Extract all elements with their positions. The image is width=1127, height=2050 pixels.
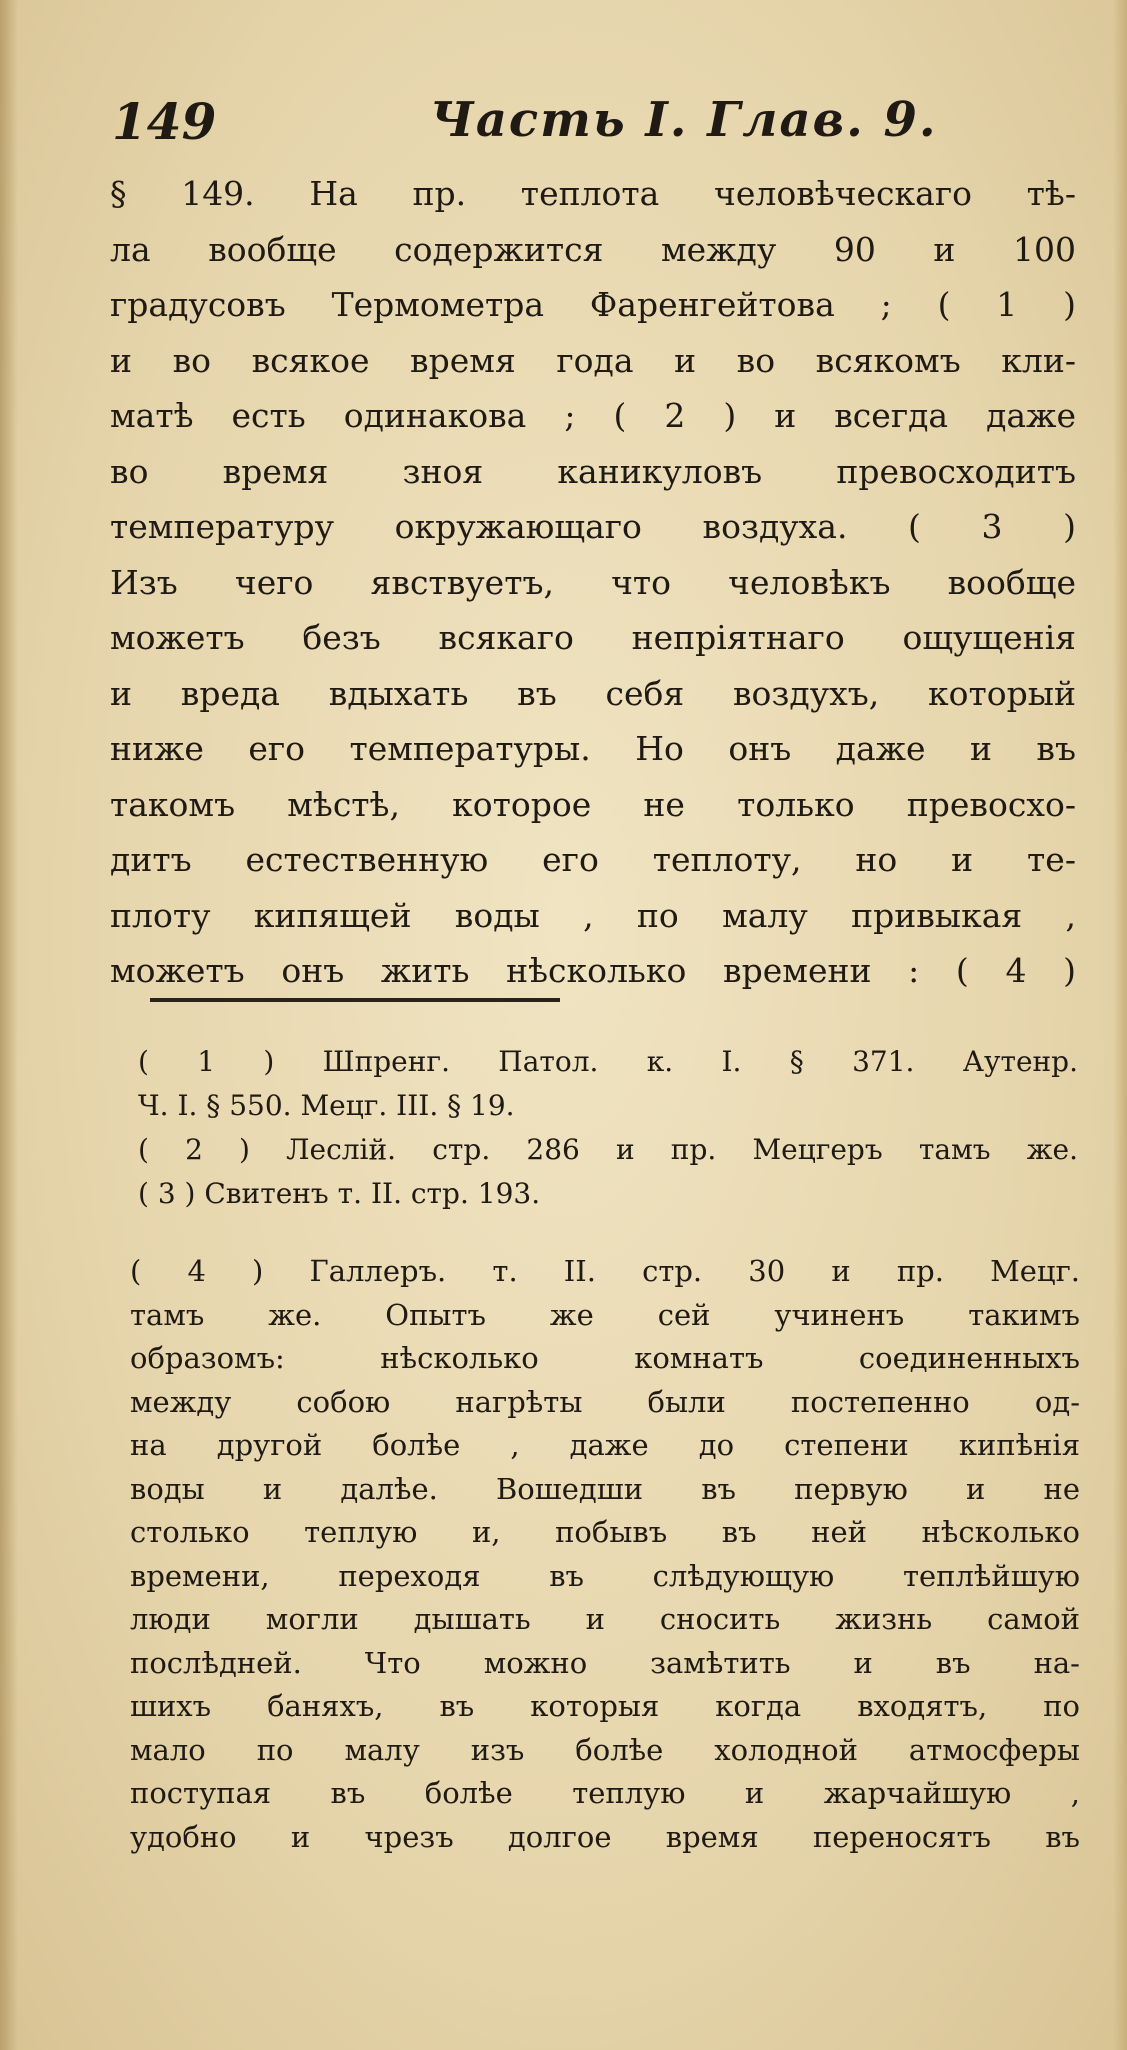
text-line: матѣ есть одинакова ; ( 2 ) и всегда даже — [110, 396, 1076, 435]
running-head: Часть I. Глав. 9. — [430, 92, 938, 148]
footnote-4 — [130, 1250, 1080, 1859]
page-edge-shadow-right — [1113, 0, 1127, 2050]
footnote-4-line: люди могли дышать и сносить жизнь самой — [130, 1602, 1080, 1636]
page-edge-shadow-left — [0, 0, 18, 2050]
footnote-4-line: времени, переходя въ слѣдующую теплѣйшую — [130, 1558, 1080, 1593]
text-line: можетъ безъ всякаго непріятнаго ощущенія — [110, 618, 1076, 657]
text-line: и во всякое время года и во всякомъ кли- — [110, 340, 1076, 380]
footnote-4-line: столько теплую и, побывъ въ ней нѣсколько — [130, 1515, 1080, 1549]
footnote-4-line: удобно и чрезъ долгое время переносятъ въ — [130, 1819, 1080, 1854]
footnotes-block — [138, 1040, 1078, 1216]
page-number: 149 — [112, 92, 217, 151]
footnote-4-line: поступая въ болѣе теплую и жарчайшую , — [130, 1776, 1080, 1810]
main-paragraph — [110, 166, 1076, 999]
text-line: и вреда вдыхать въ себя воздухъ, который — [110, 673, 1076, 713]
text-line: во время зноя каникуловъ превосходитъ — [110, 451, 1076, 491]
footnote-separator-rule — [150, 998, 560, 1002]
text-line: градусовъ Термометра Фаренгейтова ; ( 1 ) — [110, 285, 1076, 324]
text-line: температуру окружающаго воздуха. ( 3 ) — [110, 507, 1076, 546]
footnote-4-line: послѣдней. Что можно замѣтить и въ на- — [130, 1645, 1080, 1680]
text-line: плоту кипящей воды , по малу привыкая , — [110, 895, 1076, 935]
text-line: ла вообще содержится между 90 и 100 — [110, 229, 1076, 269]
footnote-4-line: шихъ баняхъ, въ которыя когда входятъ, по — [130, 1689, 1080, 1723]
footnote-4-line: воды и далѣе. Вошедши въ первую и не — [130, 1471, 1080, 1506]
text-line: дитъ естественную его теплоту, но и те- — [110, 840, 1076, 879]
page-header — [112, 92, 1092, 162]
text-line: ниже его температуры. Но онъ даже и въ — [110, 729, 1076, 768]
footnote-1-line: Ч. I. § 550. Мецг. III. § 19. — [138, 1089, 515, 1122]
footnote-4-line: между собою нагрѣты были постепенно од- — [130, 1384, 1080, 1419]
footnote-4-line: ( 4 ) Галлеръ. т. II. стр. 30 и пр. Мецг. — [130, 1254, 1080, 1288]
text-line: Изъ чего явствуетъ, что человѣкъ вообще — [110, 562, 1076, 602]
text-line: можетъ онъ жить нѣсколько времени : ( 4 ) — [110, 951, 1076, 990]
text-line: § 149. На пр. теплота человѣческаго тѣ- — [110, 174, 1076, 213]
footnote-2: ( 2 ) Леслій. стр. 286 и пр. Мецгеръ тамъ же. — [138, 1133, 1078, 1166]
footnote-4-line: образомъ: нѣсколько комнатъ соединенныхъ — [130, 1341, 1080, 1375]
footnote-4-line: тамъ же. Опытъ же сей учиненъ такимъ — [130, 1297, 1080, 1332]
footnote-4-line: мало по малу изъ болѣе холодной атмосферы — [130, 1732, 1080, 1767]
text-line: такомъ мѣстѣ, которое не только превосхо- — [110, 784, 1076, 824]
footnote-4-line: на другой болѣе , даже до степени кипѣнія — [130, 1428, 1080, 1462]
footnote-3: ( 3 ) Свитенъ т. II. стр. 193. — [138, 1177, 541, 1210]
footnote-1-line: ( 1 ) Шпренг. Патол. к. I. § 371. Аутенр. — [138, 1045, 1078, 1078]
